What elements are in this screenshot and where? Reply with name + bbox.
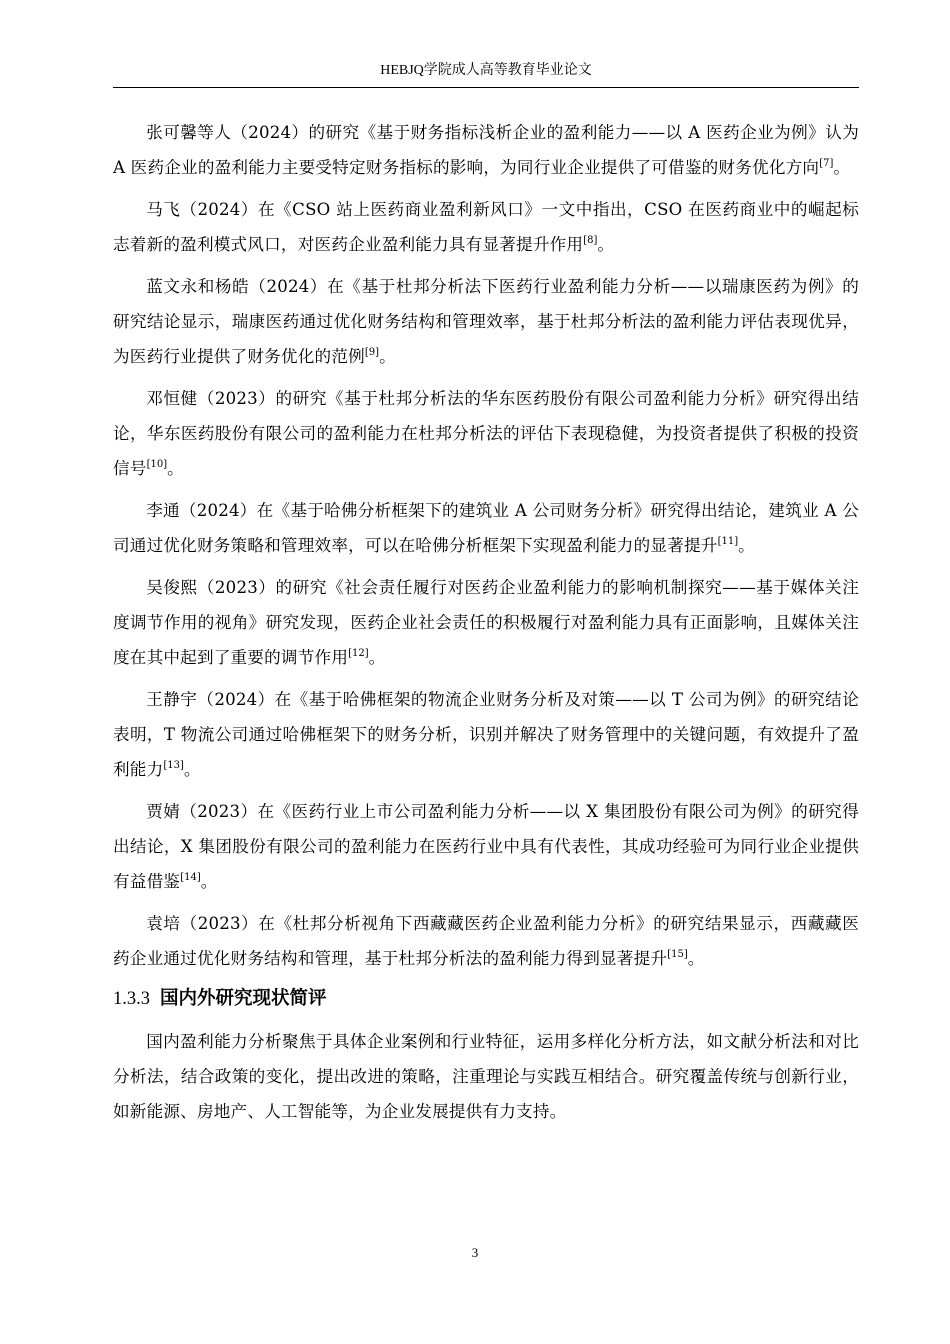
section-heading xyxy=(113,983,859,1015)
paragraph-7 xyxy=(113,682,859,787)
section-number: 1.3.3 xyxy=(113,989,150,1009)
paragraph-5 xyxy=(113,493,859,563)
paragraph-end: 。 xyxy=(833,158,851,177)
paragraph-end: 。 xyxy=(687,949,705,968)
paragraph-text: 张可馨等人（2024）的研究《基于财务指标浅析企业的盈利能力——以 A 医药企业为例》认为 A 医药企业的盈利能力主要受特定财务指标的影响，为同行业企业提供了可借鉴的财务优化方向 xyxy=(113,123,859,177)
section-title: 国内外研究现状简评 xyxy=(160,988,327,1009)
paragraph-end: 。 xyxy=(379,347,396,366)
paragraph-text: 邓恒健（2023）的研究《基于杜邦分析法的华东医药股份有限公司盈利能力分析》研究得出结论，华东医药股份有限公司的盈利能力在杜邦分析法的评估下表现稳健，为投资者提供了积极的投资信号 xyxy=(113,389,859,478)
header-rule xyxy=(113,87,859,88)
paragraph-text: 吴俊熙（2023）的研究《社会责任履行对医药企业盈利能力的影响机制探究——基于媒体关注度调节作用的视角》研究发现，医药企业社会责任的积极履行对盈利能力具有正面影响，且媒体关注度在其中起到了重要的调节作用 xyxy=(113,578,859,667)
paragraph-1 xyxy=(113,115,859,185)
paragraph-text: 蓝文永和杨皓（2024）在《基于杜邦分析法下医药行业盈利能力分析——以瑞康医药为例》的研究结论显示，瑞康医药通过优化财务结构和管理效率，基于杜邦分析法的盈利能力评估表现优异，为医药行业提供了财务优化的范例 xyxy=(113,277,859,366)
paragraph-3 xyxy=(113,269,859,374)
citation-ref: [9] xyxy=(364,347,380,358)
paragraph-4 xyxy=(113,381,859,486)
page-header: HEBJQ学院成人高等教育毕业论文 xyxy=(380,63,592,78)
paragraph-text: 贾婧（2023）在《医药行业上市公司盈利能力分析——以 X 集团股份有限公司为例》的研究得出结论，X 集团股份有限公司的盈利能力在医药行业中具有代表性，其成功经验可为同行业企业提供有益借鉴 xyxy=(113,802,859,891)
page-number: 3 xyxy=(471,1245,479,1260)
citation-ref: [15] xyxy=(667,949,688,960)
paragraph-2 xyxy=(113,192,859,262)
citation-ref: [12] xyxy=(348,648,369,659)
paragraph-text: 王静宇（2024）在《基于哈佛框架的物流企业财务分析及对策——以 T 公司为例》的研究结论表明，T 物流公司通过哈佛框架下的财务分析，识别并解决了财务管理中的关键问题，有效提升了盈利能力 xyxy=(113,690,859,779)
paragraph-end: 。 xyxy=(167,459,184,478)
citation-ref: [13] xyxy=(163,760,184,771)
paragraph-9 xyxy=(113,906,859,976)
paragraph-end: 。 xyxy=(597,235,615,254)
paragraph-8 xyxy=(113,794,859,899)
paragraph-text: 马飞（2024）在《CSO 站上医药商业盈利新风口》一文中指出，CSO 在医药商业中的崛起标志着新的盈利模式风口，对医药企业盈利能力具有显著提升作用 xyxy=(113,200,859,254)
citation-ref: [11] xyxy=(717,536,739,547)
citation-ref: [14] xyxy=(180,872,201,883)
paragraph-end: 。 xyxy=(368,648,386,667)
citation-ref: [10] xyxy=(146,459,168,470)
paragraph-text: 李通（2024）在《基于哈佛分析框架下的建筑业 A 公司财务分析》研究得出结论，建筑业 A 公司通过优化财务策略和管理效率，可以在哈佛分析框架下实现盈利能力的显著提升 xyxy=(113,501,859,555)
paragraph-end: 。 xyxy=(183,760,201,779)
document-body xyxy=(113,115,859,1136)
paragraph-end: 。 xyxy=(200,872,218,891)
paragraph-6 xyxy=(113,570,859,675)
closing-paragraph: 国内盈利能力分析聚焦于具体企业案例和行业特征，运用多样化分析方法，如文献分析法和对比分析法，结合政策的变化，提出改进的策略，注重理论与实践互相结合。研究覆盖传统与创新行业，如新能源、房地产、人工智能等，为企业发展提供有力支持。 xyxy=(113,1032,859,1121)
paragraph-text: 袁培（2023）在《杜邦分析视角下西藏藏医药企业盈利能力分析》的研究结果显示，西藏藏医药企业通过优化财务结构和管理，基于杜邦分析法的盈利能力得到显著提升 xyxy=(113,914,859,968)
paragraph-end: 。 xyxy=(738,536,755,555)
citation-ref: [8] xyxy=(583,235,598,246)
citation-ref: [7] xyxy=(819,158,834,169)
